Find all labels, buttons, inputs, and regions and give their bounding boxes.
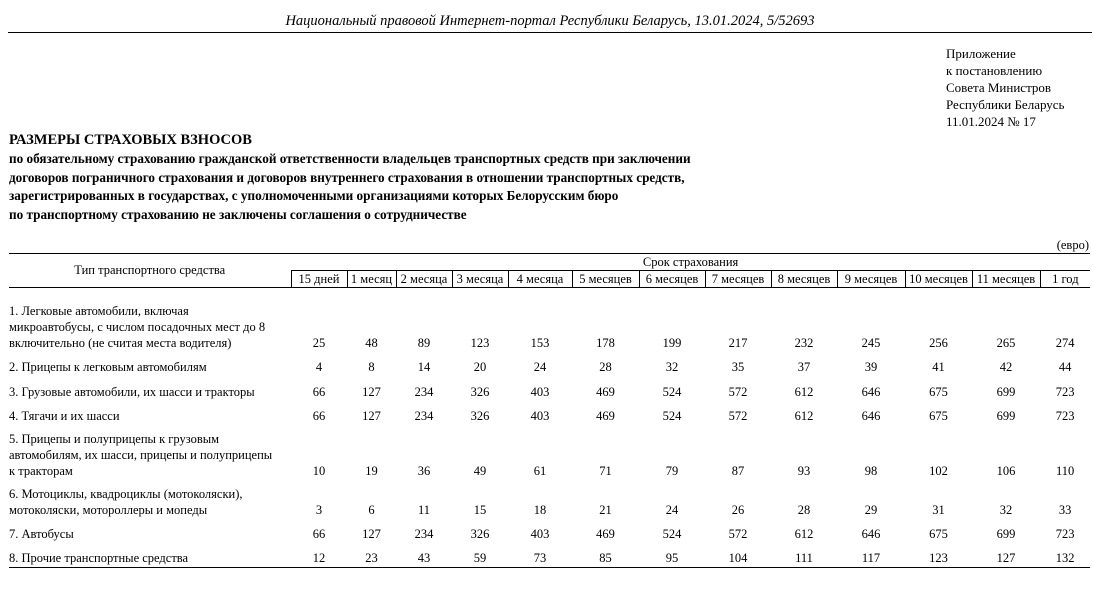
- premium-value-cell: 61: [533, 464, 547, 478]
- premium-value-cell: 39: [864, 360, 878, 374]
- premium-value-cell: 28: [599, 360, 612, 374]
- premium-value-cell: 6: [368, 503, 375, 517]
- premium-value-cell: 89: [417, 336, 431, 350]
- table-row: [9, 519, 1090, 543]
- document-subtitle: [9, 150, 869, 224]
- premium-value-cell: 524: [662, 385, 682, 399]
- premium-value-cell: 31: [932, 503, 945, 517]
- premium-value-cell: 646: [861, 385, 881, 399]
- premium-value-cell: 42: [999, 360, 1013, 374]
- premium-value-cell: 326: [470, 409, 490, 423]
- premium-value-cell: 4: [315, 360, 323, 374]
- premium-value-cell: 699: [996, 385, 1016, 399]
- appendix-line: Приложение: [946, 46, 1016, 61]
- premium-value-cell: 403: [530, 409, 550, 423]
- appendix-line: Совета Министров: [946, 80, 1052, 95]
- subtitle-line: по обязательному страхованию гражданской ответственности владельцев транспортных средств при заключении: [9, 151, 691, 166]
- premium-value-cell: 646: [861, 527, 881, 541]
- premium-value-cell: 49: [473, 464, 487, 478]
- rates-table-body: [9, 288, 1090, 568]
- premium-value-cell: 79: [665, 464, 679, 478]
- table-row: [9, 352, 1090, 376]
- premium-value-cell: 24: [665, 503, 679, 517]
- period-header: 3 месяца: [452, 271, 508, 288]
- vehicle-type-line: 3. Грузовые автомобили, их шасси и тракторы: [9, 385, 255, 399]
- vehicle-type-line: автомобилям, их шасси, прицепы и полуприцепы: [9, 448, 273, 462]
- premium-value-cell: 699: [996, 527, 1016, 541]
- premium-value-cell: 199: [662, 336, 682, 350]
- vehicle-type-cell: [9, 480, 291, 519]
- premium-value-cell: 403: [530, 385, 550, 399]
- premium-value-cell: 111: [771, 543, 837, 568]
- appendix-line: 11.01.2024 № 17: [946, 114, 1036, 129]
- premium-value-cell: 48: [365, 336, 378, 350]
- premium-value-cell: 265: [996, 336, 1016, 350]
- premium-value-cell: 127: [972, 543, 1040, 568]
- period-header: 1 год: [1040, 271, 1090, 288]
- premium-value-cell: 612: [794, 527, 814, 541]
- rates-table: [9, 253, 1090, 568]
- premium-value-cell: 723: [1055, 409, 1075, 423]
- period-header: 10 месяцев: [905, 271, 972, 288]
- period-header: 1 месяц: [347, 271, 396, 288]
- period-header: 2 месяца: [396, 271, 452, 288]
- premium-value-cell: 403: [530, 527, 550, 541]
- premium-value-cell: 26: [731, 503, 745, 517]
- premium-value-cell: 24: [533, 360, 547, 374]
- vehicle-type-cell: [9, 352, 291, 376]
- vehicle-type-line: микроавтобусы, с числом посадочных мест до 8: [9, 320, 266, 334]
- premium-value-cell: 127: [362, 409, 381, 423]
- premium-value-cell: 33: [1058, 503, 1072, 517]
- premium-value-cell: 10: [312, 464, 326, 478]
- vehicle-type-line: 6. Мотоциклы, квадроциклы (мотоколяски),: [9, 487, 243, 501]
- vehicle-type-cell: [9, 376, 291, 401]
- premium-value-cell: 723: [1055, 385, 1075, 399]
- premium-value-cell: 43: [396, 543, 452, 568]
- vehicle-type-line: мотоколяски, мотороллеры и мопеды: [9, 503, 208, 517]
- vehicle-type-cell: [9, 543, 291, 568]
- premium-value-cell: 20: [473, 360, 487, 374]
- premium-value-cell: 132: [1040, 543, 1090, 568]
- table-row: [9, 425, 1090, 480]
- premium-value-cell: 469: [596, 385, 615, 399]
- premium-value-cell: 32: [999, 503, 1013, 517]
- period-header: 8 месяцев: [771, 271, 837, 288]
- vehicle-type-header: Тип транспортного средства: [9, 254, 291, 288]
- premium-value-cell: 15: [473, 503, 487, 517]
- premium-value-cell: 18: [533, 503, 547, 517]
- subtitle-line: договоров пограничного страхования и договоров внутреннего страхования в отношении транспортных средств,: [9, 169, 685, 185]
- premium-value-cell: 11: [417, 503, 431, 517]
- period-header: 5 месяцев: [572, 271, 639, 288]
- premium-value-cell: 234: [414, 409, 434, 423]
- subtitle-line: по транспортному страхованию не заключены соглашения о сотрудничестве: [9, 206, 467, 222]
- premium-value-cell: 23: [347, 543, 396, 568]
- appendix-line: к постановлению: [946, 63, 1043, 78]
- document-title: РАЗМЕРЫ СТРАХОВЫХ ВЗНОСОВ: [9, 132, 252, 148]
- premium-value-cell: 723: [1055, 527, 1075, 541]
- premium-value-cell: 8: [368, 360, 375, 374]
- vehicle-type-line: 4. Тягачи и их шасси: [9, 409, 120, 423]
- vehicle-type-line: к тракторам: [9, 464, 73, 478]
- premium-value-cell: 675: [929, 527, 948, 541]
- premium-value-cell: 572: [728, 409, 748, 423]
- period-header: 15 дней: [291, 271, 347, 288]
- premium-value-cell: 66: [312, 527, 326, 541]
- premium-value-cell: 256: [929, 336, 948, 350]
- premium-value-cell: 572: [728, 385, 748, 399]
- premium-value-cell: 646: [861, 409, 881, 423]
- vehicle-type-line: 5. Прицепы и полуприцепы к грузовым: [9, 432, 220, 446]
- portal-header: Национальный правовой Интернет-портал Республики Беларусь, 13.01.2024, 5/52693: [8, 12, 1092, 33]
- premium-value-cell: 469: [596, 527, 615, 541]
- premium-value-cell: 87: [731, 464, 745, 478]
- premium-value-cell: 12: [291, 543, 347, 568]
- premium-value-cell: 326: [470, 527, 490, 541]
- table-row: [9, 288, 1090, 353]
- vehicle-type-cell: [9, 288, 291, 353]
- premium-value-cell: 66: [312, 409, 326, 423]
- premium-value-cell: 612: [794, 385, 814, 399]
- appendix-block: [946, 45, 1065, 130]
- premium-value-cell: 234: [414, 527, 434, 541]
- table-row: [9, 401, 1090, 425]
- premium-value-cell: 95: [639, 543, 705, 568]
- premium-value-cell: 59: [452, 543, 508, 568]
- premium-value-cell: 66: [312, 385, 326, 399]
- premium-value-cell: 127: [362, 527, 381, 541]
- premium-value-cell: 217: [728, 336, 748, 350]
- premium-value-cell: 19: [365, 464, 378, 478]
- vehicle-type-line: 1. Легковые автомобили, включая: [9, 304, 189, 318]
- premium-value-cell: 123: [470, 336, 490, 350]
- subtitle-line: зарегистрированных в государствах, с уполномоченными организациями которых Белорусским бюро: [9, 188, 619, 204]
- premium-value-cell: 37: [797, 360, 811, 374]
- premium-value-cell: 41: [932, 360, 945, 374]
- premium-value-cell: 44: [1058, 360, 1072, 374]
- premium-value-cell: 104: [705, 543, 771, 568]
- premium-value-cell: 699: [996, 409, 1016, 423]
- period-header: 9 месяцев: [837, 271, 905, 288]
- premium-value-cell: 29: [864, 503, 878, 517]
- period-header: 6 месяцев: [639, 271, 705, 288]
- premium-value-cell: 36: [417, 464, 431, 478]
- premium-value-cell: 28: [797, 503, 811, 517]
- premium-value-cell: 326: [470, 385, 490, 399]
- premium-value-cell: 469: [596, 409, 615, 423]
- premium-value-cell: 93: [797, 464, 811, 478]
- premium-value-cell: 572: [728, 527, 748, 541]
- premium-value-cell: 153: [530, 336, 550, 350]
- table-row: [9, 543, 1090, 568]
- premium-value-cell: 25: [312, 336, 326, 350]
- premium-value-cell: 98: [864, 464, 878, 478]
- vehicle-type-line: 2. Прицепы к легковым автомобилям: [9, 360, 207, 374]
- premium-value-cell: 123: [905, 543, 972, 568]
- premium-value-cell: 274: [1055, 336, 1075, 350]
- vehicle-type-cell: [9, 425, 291, 480]
- insurance-term-header: Срок страхования: [291, 254, 1090, 271]
- table-row: [9, 480, 1090, 519]
- premium-value-cell: 234: [414, 385, 434, 399]
- currency-note: (евро): [1056, 238, 1089, 252]
- premium-value-cell: 14: [417, 360, 431, 374]
- premium-value-cell: 232: [794, 336, 814, 350]
- premium-value-cell: 110: [1055, 464, 1075, 478]
- vehicle-type-cell: [9, 519, 291, 543]
- premium-value-cell: 117: [837, 543, 905, 568]
- period-header: 11 месяцев: [972, 271, 1040, 288]
- table-row: [9, 376, 1090, 401]
- premium-value-cell: 127: [362, 385, 381, 399]
- premium-value-cell: 524: [662, 409, 682, 423]
- premium-value-cell: 245: [861, 336, 881, 350]
- vehicle-type-line: включительно (не считая места водителя): [9, 336, 232, 350]
- premium-value-cell: 32: [665, 360, 679, 374]
- premium-value-cell: 675: [929, 409, 948, 423]
- premium-value-cell: 178: [596, 336, 615, 350]
- period-header: 7 месяцев: [705, 271, 771, 288]
- appendix-line: Республики Беларусь: [946, 97, 1065, 112]
- premium-value-cell: 612: [794, 409, 814, 423]
- period-header: 4 месяца: [508, 271, 572, 288]
- premium-value-cell: 21: [599, 503, 612, 517]
- vehicle-type-line: 8. Прочие транспортные средства: [9, 551, 189, 565]
- premium-value-cell: 102: [929, 464, 948, 478]
- premium-value-cell: 71: [599, 464, 612, 478]
- premium-value-cell: 524: [662, 527, 682, 541]
- premium-value-cell: 3: [315, 503, 323, 517]
- vehicle-type-cell: [9, 401, 291, 425]
- premium-value-cell: 73: [508, 543, 572, 568]
- premium-value-cell: 106: [996, 464, 1016, 478]
- vehicle-type-line: 7. Автобусы: [9, 527, 74, 541]
- premium-value-cell: 675: [929, 385, 948, 399]
- premium-value-cell: 85: [572, 543, 639, 568]
- premium-value-cell: 35: [731, 360, 745, 374]
